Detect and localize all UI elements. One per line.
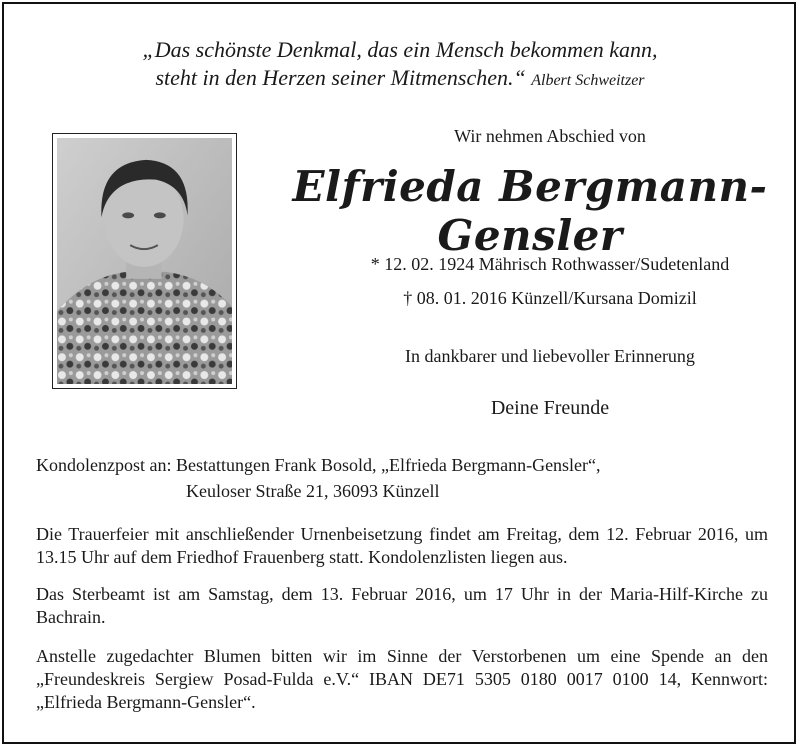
- quote: [0, 36, 800, 95]
- signature: Deine Freunde: [490, 397, 610, 419]
- condolence-line-1: Kondolenzpost an: Bestattungen Frank Bosold, „Elfrieda Bergmann-Gensler“,: [36, 455, 601, 475]
- portrait-frame: [52, 133, 237, 389]
- funeral-paragraph: Die Trauerfeier mit anschließender Urnenbeisetzung findet am Freitag, dem 12. Februar 2016, um 13.15 Uhr auf dem Friedhof Frauenberg statt. Kondolenzlisten liegen aus.: [36, 524, 768, 567]
- condolence-line-2: Keuloser Straße 21, 36093 Künzell: [186, 481, 440, 501]
- birth-info: * 12. 02. 1924 Mährisch Rothwasser/Sudetenland: [370, 254, 730, 274]
- mass-paragraph: Das Sterbeamt ist am Samstag, dem 13. Februar 2016, um 17 Uhr in der Maria-Hilf-Kirche zu Bachrain.: [36, 584, 768, 627]
- deceased-name: Elfrieda Bergmann-Gensler: [292, 162, 768, 260]
- death-info: † 08. 01. 2016 Künzell/Kursana Domizil: [403, 288, 697, 308]
- memory-line: In dankbarer und liebevoller Erinnerung: [405, 346, 695, 366]
- quote-line-1: „Das schönste Denkmal, das ein Mensch bekommen kann,: [142, 37, 658, 62]
- donation-paragraph: Anstelle zugedachter Blumen bitten wir im Sinne der Verstorbenen um eine Spende an den „Freundeskreis Sergiew Posad-Fulda e.V.“ IBAN DE71 5305 0180 0017 0100 14, Kennwort: „Elfrieda Bergmann-Gensler“.: [36, 646, 768, 712]
- condolence-address: [36, 452, 601, 504]
- quote-author: Albert Schweitzer: [531, 72, 645, 89]
- quote-text: steht in den Herzen seiner Mitmenschen.“: [155, 65, 526, 90]
- portrait-photo: [57, 138, 232, 384]
- quote-line-2: [0, 64, 800, 95]
- farewell-intro: Wir nehmen Abschied von: [454, 126, 646, 146]
